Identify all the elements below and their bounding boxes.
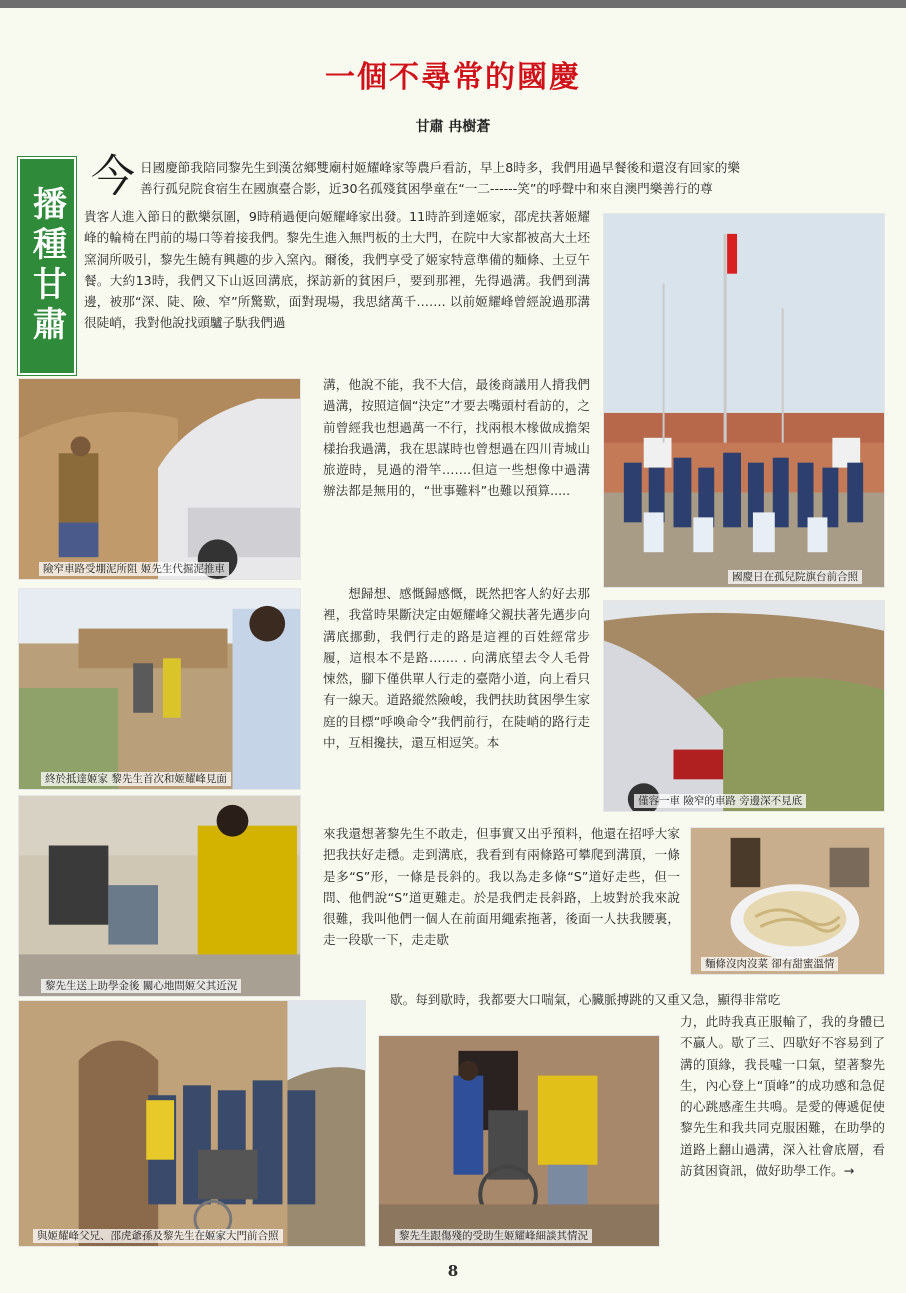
drop-cap: 今 xyxy=(91,151,135,202)
article-author: 甘肅 冉樹蒼 xyxy=(415,119,491,135)
paragraph-1-end: 溝，他說不能，我不大信，最後商議用人揹我們過溝，按照這個“決定”才要去嘴頭村看訪的，之前曾經我也想過萬一不行，找兩根木椽做成擔架樣抬我過溝，我在思謀時也曾想過在四川青城山旅遊時，見過的滑竿…….但這一些想像中過溝辦法都是無用的，“世事難料”也難以預算..... xyxy=(323,377,590,499)
column-badge: 播種甘肅 xyxy=(18,157,76,375)
caption-arrive: 終於抵達姬家 黎先生首次和姬耀峰見面 xyxy=(41,772,231,786)
photo-car-mud-drawing xyxy=(19,379,300,579)
photo-car-mud xyxy=(18,378,301,580)
photo-arrive xyxy=(18,588,301,790)
paragraph-2-line: 歇。每到歇時，我都要大口喘氣，心臟脈搏跳的又重又急，顯得非常吃 xyxy=(390,992,781,1007)
photo-flag-group xyxy=(603,213,885,588)
paragraph-2-end: 力，此時我真正服輸了，我的身體已不贏人。歇了三、四歇好不容易到了溝的頂緣，我長噓一口氣，望著黎先生，內心登上“頂峰”的成功感和急促的心跳感產生共鳴。是愛的傳遞促使黎先生和我共同克服困難，在助學的道路上翻山過溝，深入社會底層，看訪貧困資訊，做好助學工作。→ xyxy=(680,1014,885,1179)
photo-noodles xyxy=(690,827,885,975)
paragraph-1-line-2: 善行孤兒院食宿生在國旗臺合影，近30名孤殘貧困學童在“一二------笑”的呼聲中和來自澳門樂善行的尊 xyxy=(140,181,713,196)
photo-road xyxy=(603,600,885,812)
photo-flag-group-drawing xyxy=(604,214,884,587)
page-number: 8 xyxy=(447,1262,459,1280)
caption-talk: 黎先生跟傷殘的受助生姬耀峰細談其情況 xyxy=(395,1229,592,1243)
photo-gate-drawing xyxy=(19,1001,365,1246)
paragraph-2-cont: 來我還想著黎先生不敢走，但事實又出乎預料，他還在招呼大家把我扶好走穩。走到溝底，我看到有兩條路可攀爬到溝頂，一條是多“S”形，一條是長斜的。我以為走多條“S”道好走些，但一問、他們說“S”道更難走。於是我們走長斜路，上坡對於我來說很難，我叫他們一個人在前面用繩索拖著，後面一人扶我腰裏，走一段歇一下，走走歇 xyxy=(323,826,680,948)
photo-talk-drawing xyxy=(379,1036,659,1246)
photo-inside-drawing xyxy=(19,796,300,996)
caption-road: 僅容一車 險窄的車路 旁邊深不見底 xyxy=(634,794,806,808)
photo-inside xyxy=(18,795,301,997)
photo-gate xyxy=(18,1000,366,1247)
caption-gate: 與姬耀峰父兄、邵虎爺孫及黎先生在姬家大門前合照 xyxy=(33,1229,283,1243)
paragraph-1-line-1: 日國慶節我陪同黎先生到漢岔鄉雙廟村姬耀峰家等農戶看訪，早上8時多，我們用過早餐後和還沒有回家的樂 xyxy=(140,160,740,175)
photo-arrive-drawing xyxy=(19,589,300,789)
top-bar xyxy=(0,0,906,8)
photo-talk xyxy=(378,1035,660,1247)
caption-flag: 國慶日在孤兒院旗台前合照 xyxy=(728,570,862,584)
photo-noodles-drawing xyxy=(691,828,884,974)
caption-car-mud: 險窄車路受堋泥所阻 姬先生代掘泥推車 xyxy=(39,562,229,576)
photo-road-drawing xyxy=(604,601,884,811)
article-title: 一個不尋常的國慶 xyxy=(325,60,581,95)
caption-inside: 黎先生送上助學金後 關心地問姬父其近況 xyxy=(41,979,241,993)
paragraph-2-start: 想歸想、感慨歸感慨，既然把客人約好去那裡，我當時果斷決定由姬耀峰父親扶著先邁步向溝底挪動，我們行走的路是這裡的百姓經常步履，這根本不是路……. . 向溝底望去令人毛骨悚然，腳下僅供單人行走的臺階小道，向上看只有一線天。道路縱然險峻，我們扶助貧困學生家庭的目標“呼喚命令”我們前行，在陡峭的路行走中，互相攙扶，還互相逗笑。本 xyxy=(323,586,590,751)
caption-noodles: 麵條沒肉沒菜 卻有甜蜜溫情 xyxy=(701,957,838,971)
paragraph-1-cont: 貴客人進入節日的歡樂氛圍，9時稍過便向姬耀峰家出發。11時許到達姬家，邵虎扶著姬耀峰的輪椅在門前的場口等着接我們。黎先生進入無門板的土大門，在院中大家都被高大土坯窯洞所吸引，黎先生饒有興趣的步入窯內。爾後，我們享受了姬家特意準備的麵條、土豆午餐。大約13時，我們又下山返回溝底，探訪新的貧困戶，要到那裡，先得過溝。我們到溝邊，被那“深、陡、險、窄”所驚歎，面對現場，我思緒萬千……. 以前姬耀峰曾經說過那溝很陡峭，我對他說找頭驢子馱我們過 xyxy=(84,209,590,331)
